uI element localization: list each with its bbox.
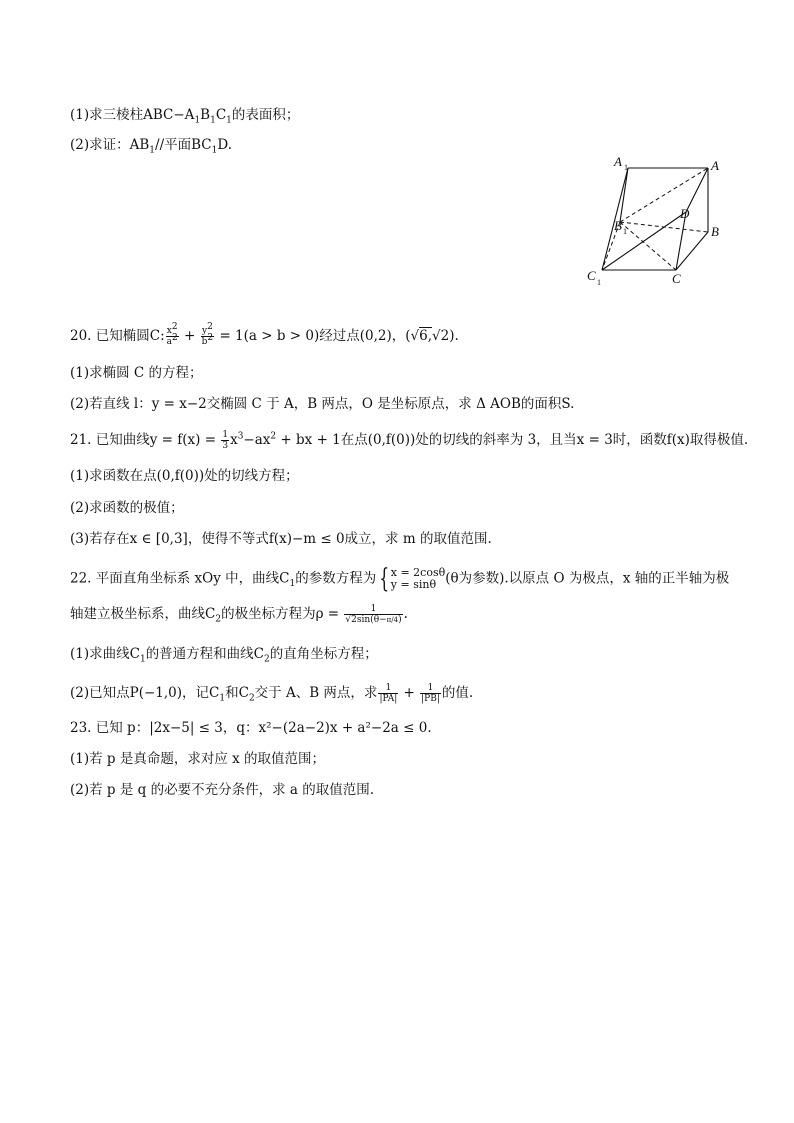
frac-x2-a2: $\frac{x^2}{a^2}$ [166, 322, 178, 347]
label-D: D [680, 206, 690, 221]
brace-icon: { [379, 564, 390, 594]
q19-part1: (1)求三棱柱$ABC-A_1B_1C_1$的表面积； [70, 107, 300, 126]
q22-stem: 22. 平面直角坐标系 xOy 中，曲线$C_1$的参数方程为 { x = 2cosθ y = sinθ (θ为参数).以原点 O 为极点，x 轴的正半轴为极 [70, 564, 730, 594]
label-C1-sub: 1 [597, 278, 601, 287]
frac-polar: $\frac{1}{√2\sin(\theta-\pi/4)}$ [345, 604, 402, 625]
label-A1-sub: 1 [624, 163, 628, 172]
label-B1: B [614, 218, 622, 233]
q22-line2: 轴建立极坐标系，曲线$C_2$的极坐标方程为ρ = $\frac{1}{√2\sin(\theta-\pi/4)}$ . [70, 604, 408, 625]
q23-stem: 23. 已知 p：|2x−5| ≤ 3，q：x²−(2a−2)x + a²−2a ≤ 0. [70, 720, 432, 736]
frac-1-PB: $\frac{1}{|PB|}$ [421, 683, 440, 704]
label-B: B [711, 224, 719, 239]
q20-part2: (2)若直线 l：y = x−2交椭圆 C 于 A，B 两点，O 是坐标原点，求 Δ AOB的面积S. [70, 396, 575, 412]
q21-stem: 21. 已知曲线y = f(x) = $\frac{1}{3}$ $x^3-ax^2$ + bx + 1在点(0,f(0))处的切线的斜率为 3，且当x = 3时，函数f(x)取得极值. [70, 430, 749, 451]
q21-part1: (1)求函数在点(0,f(0))处的切线方程； [70, 468, 299, 484]
parametric-system: x = 2cosθ y = sinθ [390, 566, 446, 591]
q19-part2: (2)求证：$AB_1//$平面$BC_1D$. [70, 137, 233, 156]
label-B1-sub: 1 [623, 227, 627, 236]
q22-part2: (2)已知点P(−1,0)，记$C_1$和$C_2$交于 A、B 两点，求 $\frac{1}{|PA|}$ + $\frac{1}{|PB|}$ 的值. [70, 683, 474, 704]
frac-y2-b2: $\frac{y^2}{b^2}$ [201, 322, 214, 347]
frac-1-3: $\frac{1}{3}$ [222, 430, 229, 451]
frac-1-PA: $\frac{1}{|PA|}$ [379, 683, 398, 704]
label-C: C [672, 271, 681, 286]
q22-part1: (1)求曲线$C_1$的普通方程和曲线$C_2$的直角坐标方程； [70, 646, 378, 665]
q23-part1: (1)若 p 是真命题，求对应 x 的取值范围； [70, 751, 326, 767]
prism-figure [580, 150, 730, 290]
q20-part1: (1)求椭圆 C 的方程； [70, 365, 203, 381]
q21-part2: (2)求函数的极值； [70, 500, 184, 516]
label-C1: C [587, 268, 596, 283]
label-A1: A [614, 154, 622, 169]
q21-part3: (3)若存在x ∈ [0,3]，使得不等式f(x)−m ≤ 0成立，求 m 的取值范围. [70, 531, 492, 547]
q23-part2: (2)若 p 是 q 的必要不充分条件，求 a 的取值范围. [70, 782, 374, 798]
label-A: A [711, 158, 719, 173]
q20-stem: 20. 已知椭圆C: $\frac{x^2}{a^2}$ + $\frac{y^2}{b^2}$ = 1(a > b > 0)经过点(0,2)，(√6,√2). [70, 322, 459, 347]
